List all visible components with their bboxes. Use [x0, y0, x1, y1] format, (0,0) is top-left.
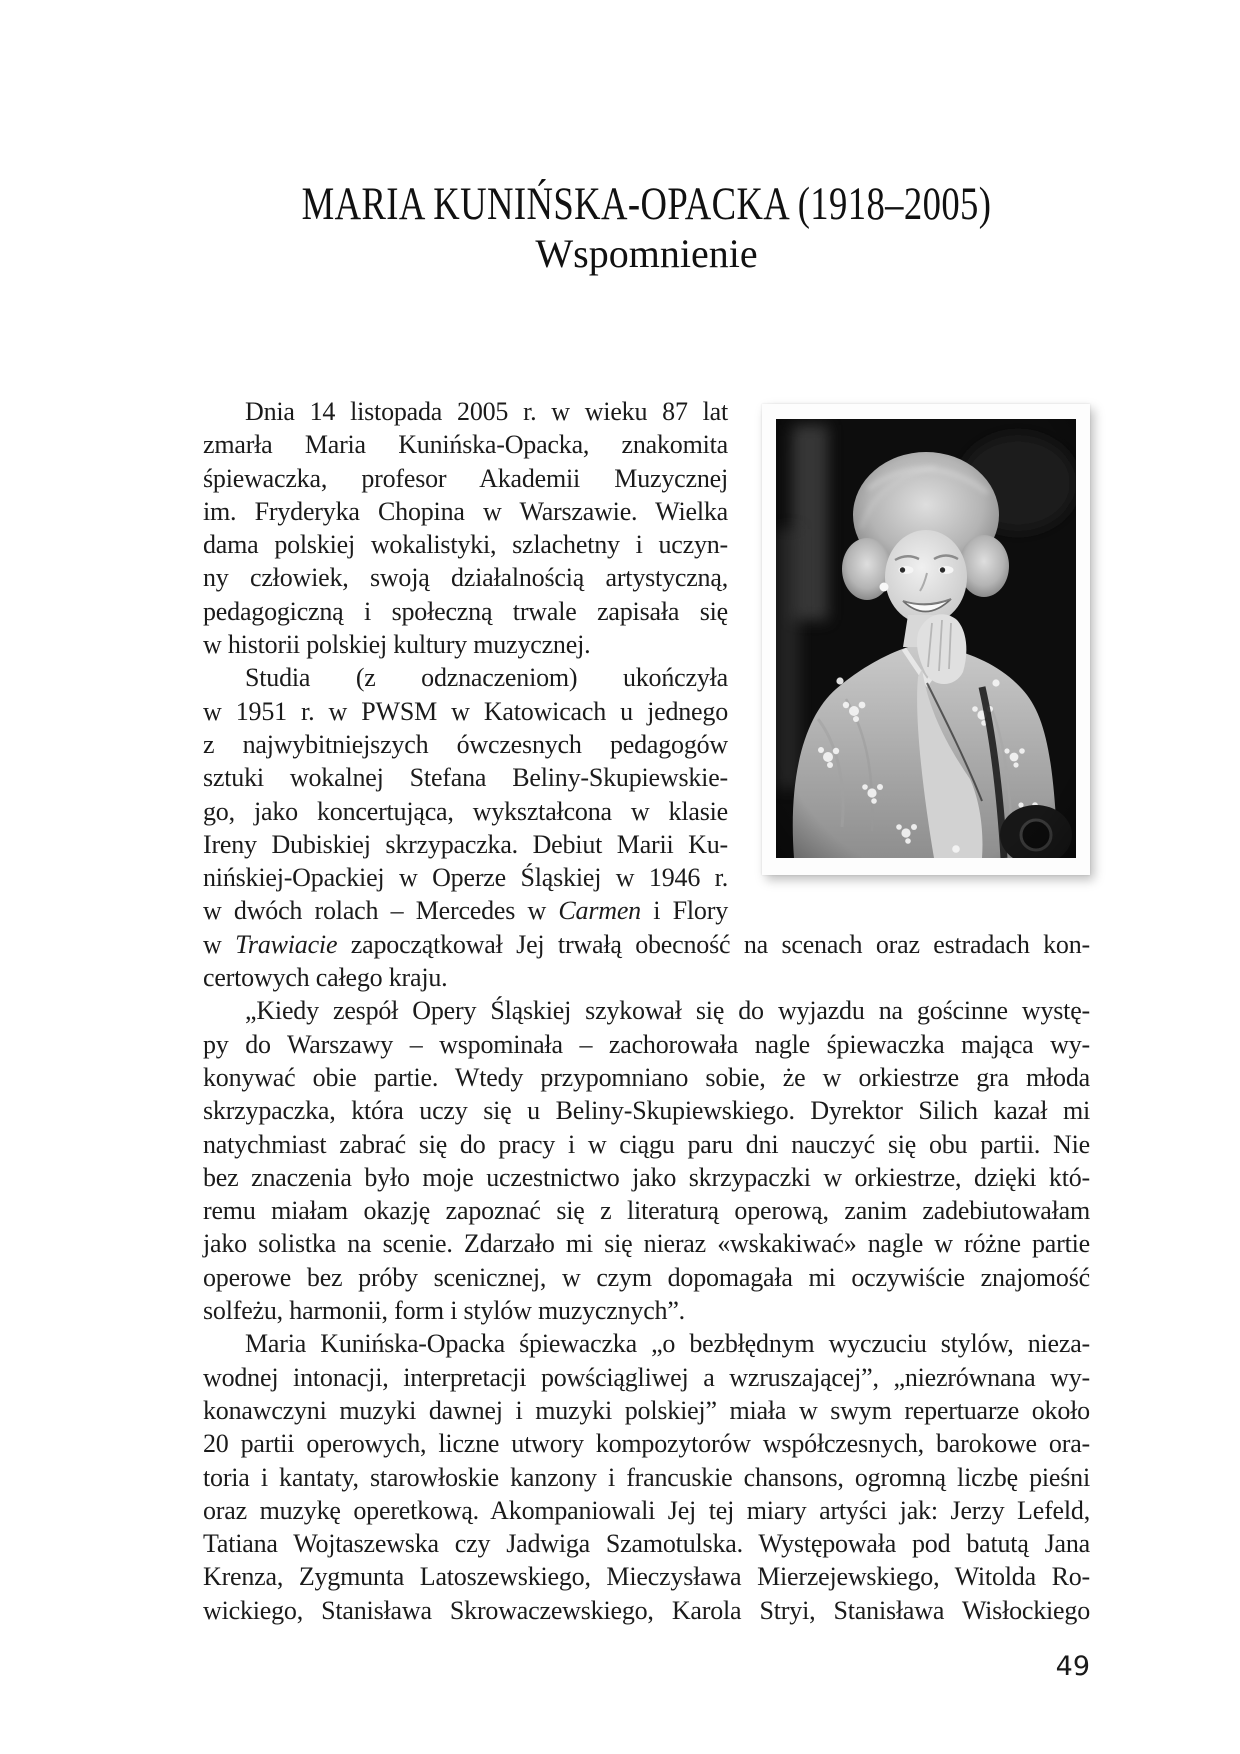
text-line: „Kiedy zespół Opery Śląskiej szykował się do wyjazdu na gościnne wystę- [245, 996, 1090, 1026]
text-line: Dnia 14 listopada 2005 r. w wieku 87 lat [245, 397, 728, 426]
text-line: w dwóch rolach – Mercedes w Carmen i Flory [203, 896, 728, 926]
text-line: w Trawiacie zapoczątkował Jej trwałą obecność na scenach oraz estradach kon- [203, 929, 1090, 959]
text-line: wodnej intonacji, interpretacji powściągliwej a wzruszającej”, „niezrównana wy- [203, 1362, 1090, 1392]
article-text [203, 395, 1090, 1627]
text-line: ny człowiek, swoją działalnością artystyczną, [203, 563, 728, 593]
text-line: im. Fryderyka Chopina w Warszawie. Wielka [203, 496, 728, 526]
text-line: toria i kantaty, starowłoskie kanzony i francuskie chansons, ogromną liczbę pieśni [203, 1462, 1090, 1492]
text-line: go, jako koncertująca, wykształcona w klasie [203, 796, 728, 826]
text-line: certowych całego kraju. [203, 963, 448, 993]
text-line: natychmiast zabrać się do pracy i w ciągu paru dni nauczyć się obu partii. Nie [203, 1129, 1090, 1159]
text-line: Tatiana Wojtaszewska czy Jadwiga Szamotulska. Występowała pod batutą Jana [203, 1529, 1090, 1559]
text-line: w 1951 r. w PWSM w Katowicach u jednego [203, 696, 728, 726]
text-line: nińskiej-Opackiej w Operze Śląskiej w 1946 r. [203, 863, 728, 893]
page-subtitle: Wspomnienie [535, 231, 758, 276]
text-line: operowe bez próby scenicznej, w czym dopomagała mi oczywiście znajomość [203, 1262, 1090, 1292]
text-line: Studia (z odznaczeniom) ukończyła [245, 663, 728, 693]
text-line: jako solistka na scenie. Zdarzało mi się nieraz «wskakiwać» nagle w różne partie [203, 1229, 1090, 1259]
text-line: skrzypaczka, która uczy się u Beliny-Skupiewskiego. Dyrektor Silich kazał mi [203, 1096, 1090, 1126]
text-line: Maria Kunińska-Opacka śpiewaczka „o bezbłędnym wyczuciu stylów, nieza- [245, 1329, 1090, 1359]
text-block [203, 928, 1090, 1627]
page-title: MARIA KUNIŃSKA-OPACKA (1918–2005) [301, 178, 992, 230]
text-line: zmarła Maria Kunińska-Opacka, znakomita [203, 430, 728, 460]
text-line: wickiego, Stanisława Skrowaczewskiego, Karola Stryi, Stanisława Wisłockiego [203, 1595, 1090, 1625]
text-line: py do Warszawy – wspominała – zachorowała nagle śpiewaczka mająca wy- [203, 1029, 1090, 1059]
text-line: Ireny Dubiskiej skrzypaczka. Debiut Marii Ku- [203, 829, 728, 859]
text-line: dama polskiej wokalistyki, szlachetny i uczyn- [203, 530, 728, 560]
text-line: konywać obie partie. Wtedy przypomniano sobie, że w orkiestrze gra młoda [203, 1062, 1090, 1092]
document-header [203, 177, 1090, 277]
text-line: w historii polskiej kultury muzycznej. [203, 630, 591, 660]
text-line: śpiewaczka, profesor Akademii Muzycznej [203, 463, 728, 493]
text-line: remu miałam okazję zapoznać się z literaturą operową, zanim zadebiutowałam [203, 1196, 1090, 1226]
text-line: oraz muzykę operetkową. Akompaniowali Jej tej miary artyści jak: Jerzy Lefeld, [203, 1495, 1090, 1525]
text-line: z najwybitniejszych ówczesnych pedagogów [203, 729, 728, 759]
text-line: bez znaczenia było moje uczestnictwo jako skrzypaczki w orkiestrze, dzięki któ- [203, 1162, 1090, 1192]
text-line: konawczyni muzyki dawnej i muzyki polskiej” miała w swym repertuarze około [203, 1395, 1090, 1425]
text-line: sztuki wokalnej Stefana Beliny-Skupiewskie- [203, 763, 728, 793]
text-block [203, 395, 728, 928]
text-line: pedagogiczną i społeczną trwale zapisała się [203, 596, 728, 626]
page-number: 49 [1055, 1651, 1090, 1682]
text-line: Krenza, Zygmunta Latoszewskiego, Mieczysława Mierzejewskiego, Witolda Ro- [203, 1562, 1090, 1592]
text-line: 20 partii operowych, liczne utwory kompozytorów współczesnych, barokowe ora- [203, 1429, 1090, 1459]
text-line: solfeżu, harmonii, form i stylów muzycznych”. [203, 1296, 685, 1326]
